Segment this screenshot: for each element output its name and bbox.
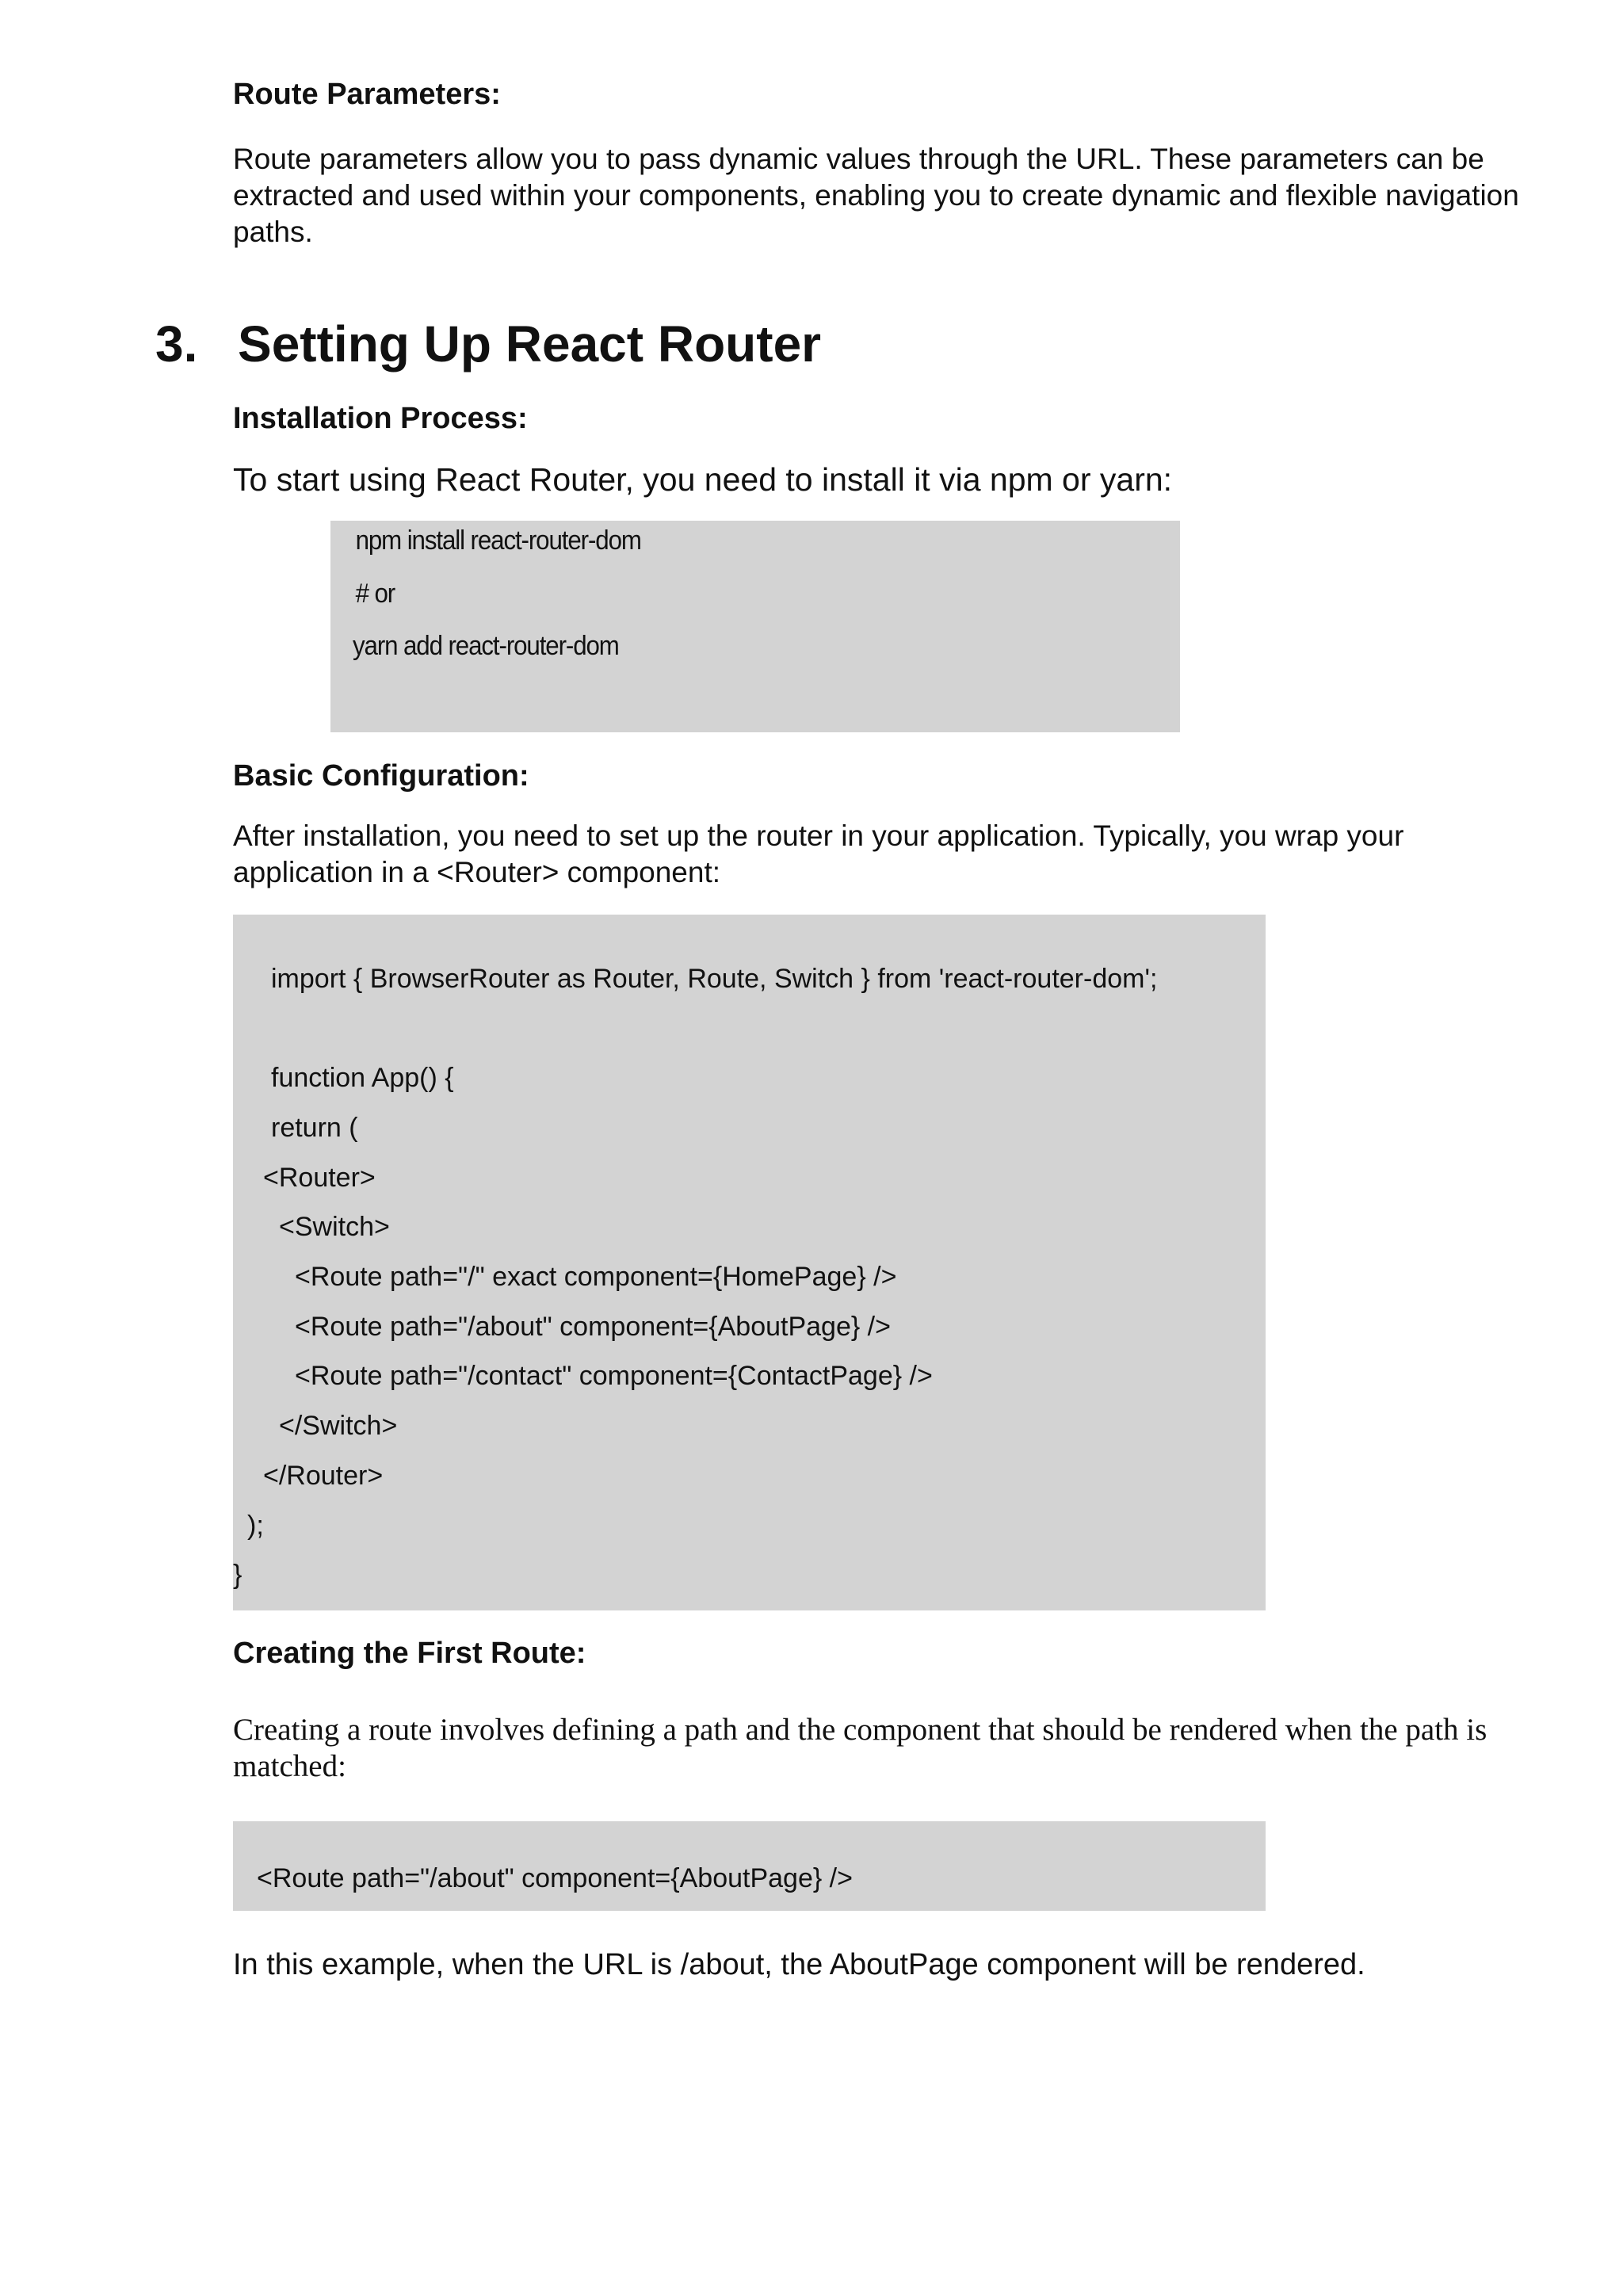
code-line: <Switch> [279, 1212, 390, 1242]
first-route-note: In this example, when the URL is /about, the AboutPage component will be rendered. [233, 1948, 1365, 1981]
code-line: <Route path="/" exact component={HomePage} /> [295, 1262, 897, 1292]
code-line: <Route path="/about" component={AboutPage} /> [257, 1863, 853, 1893]
basic-configuration-heading: Basic Configuration: [233, 759, 529, 793]
code-line: </Router> [263, 1461, 384, 1491]
install-code-block [330, 521, 1180, 732]
code-line: <Route path="/contact" component={ContactPage} /> [295, 1361, 933, 1391]
section-title-text: Setting Up React Router [238, 315, 822, 372]
installation-heading: Installation Process: [233, 402, 528, 435]
route-parameters-heading: Route Parameters: [233, 78, 501, 111]
code-line: function App() { [271, 1063, 454, 1093]
first-route-paragraph: Creating a route involves defining a path and the component that should be rendered when the path is matched: [233, 1713, 1487, 1783]
code-line: <Router> [263, 1163, 376, 1193]
code-line: <Route path="/about" component={AboutPage} /> [295, 1312, 891, 1342]
section-number: 3. [155, 315, 198, 372]
router-code-block [233, 915, 1266, 1610]
route-code-block [233, 1821, 1266, 1911]
section-title [155, 312, 821, 376]
installation-paragraph: To start using React Router, you need to install it via npm or yarn: [233, 461, 1173, 498]
code-line: ); [247, 1511, 264, 1541]
code-line: import { BrowserRouter as Router, Route, Switch } from 'react-router-dom'; [271, 964, 1158, 994]
code-line: # or [349, 579, 395, 609]
code-line: yarn add react-router-dom [353, 631, 619, 661]
code-line: } [233, 1560, 242, 1590]
code-line: </Switch> [279, 1411, 398, 1441]
route-parameters-paragraph: Route parameters allow you to pass dynamic values through the URL. These parameters can be extracted and used within your components, enabling you to create dynamic and flexible navigation paths. [233, 143, 1519, 248]
basic-configuration-paragraph: After installation, you need to set up the router in your application. Typically, you wrap your application in a <Router> component: [233, 819, 1404, 888]
code-line: npm install react-router-dom [349, 525, 641, 556]
code-line: return ( [271, 1113, 358, 1143]
first-route-heading: Creating the First Route: [233, 1637, 586, 1670]
